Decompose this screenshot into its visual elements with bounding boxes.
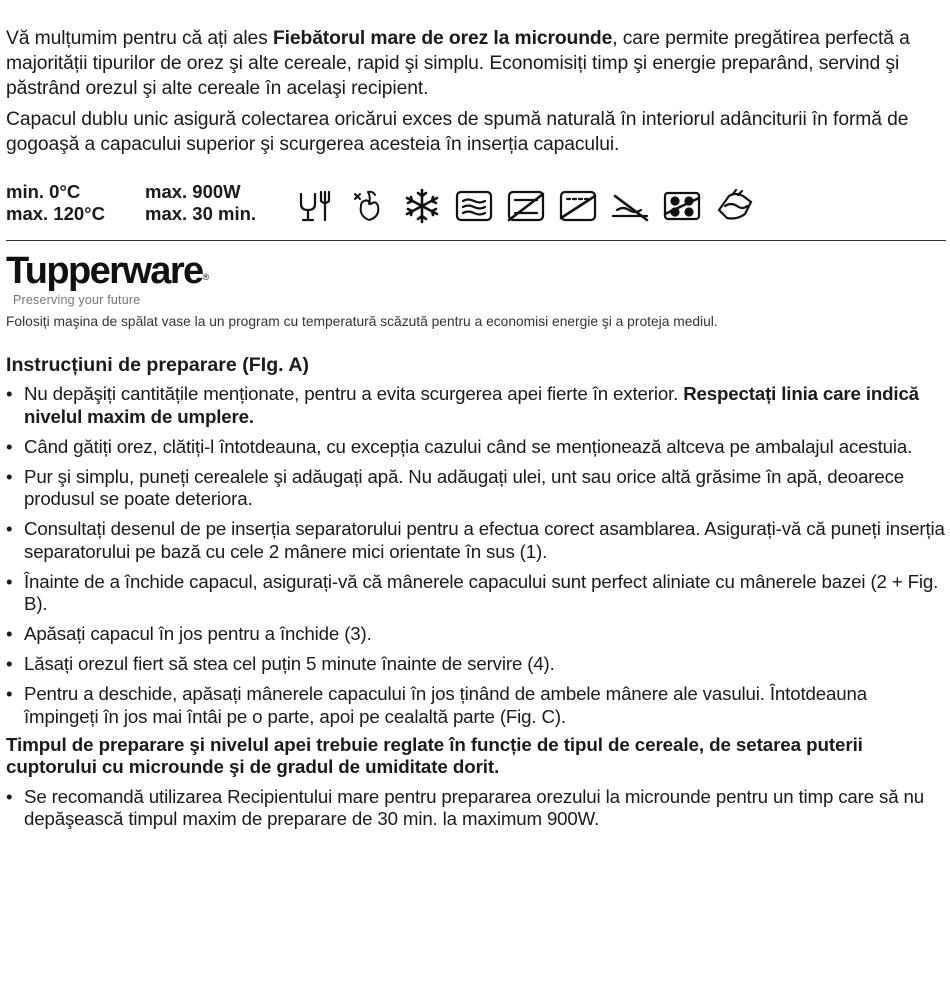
max-time: max. 30 min. bbox=[145, 203, 257, 224]
list-item bbox=[6, 466, 946, 511]
list-item bbox=[6, 571, 946, 616]
max-power: max. 900W bbox=[145, 181, 241, 202]
intro-text-start: Vă mulțumim pentru că ați ales bbox=[6, 28, 273, 49]
list-item bbox=[6, 653, 946, 676]
intro-paragraph-2: Capacul dublu unic asigură colectarea oricărui exces de spumă naturală în interiorul adânciturii în formă de gogoaşă a capacului superior şi scurgerea acesteia în inserția capacului. bbox=[6, 109, 909, 155]
list-item-text: Se recomandă utilizarea Recipientului mare pentru prepararea orezului la microunde pentru un timp care să nu depăşească timpul maxim de preparare de 30 min. la maximum 900W. bbox=[24, 785, 924, 829]
registered-mark: ® bbox=[202, 272, 210, 282]
usage-icons bbox=[296, 186, 756, 226]
microwave-specs bbox=[145, 181, 256, 225]
max-temperature: max. 120°C bbox=[6, 203, 105, 224]
list-item-emphasis: Respectați linia care indică nivelul maxim de umplere. bbox=[24, 383, 919, 427]
list-item-text: Când gătiți orez, clătiți-l întotdeauna, cu excepția cazului când se menționează altceva pe ambalajul acestuia. bbox=[24, 435, 913, 457]
freezer-icon bbox=[400, 187, 444, 225]
temperature-specs bbox=[6, 181, 105, 225]
list-item bbox=[6, 623, 946, 646]
preparation-note: Timpul de preparare şi nivelul apei trebuie reglate în funcție de tipul de cereale, de setarea puterii cuptorului cu microunde şi de gradul de umiditate dorit. bbox=[6, 733, 863, 777]
list-item bbox=[6, 518, 946, 563]
recommendation-list bbox=[6, 786, 946, 831]
eco-note: Folosiți maşina de spălat vase la un program cu temperatură scăzută pentru a economisi energie şi a proteja mediul. bbox=[6, 314, 718, 329]
list-item bbox=[6, 383, 946, 428]
list-item-text: Înainte de a închide capacul, asigurați-vă că mânerele capacului sunt perfect aliniate cu mânerele bazei (2 + Fig. B). bbox=[24, 570, 939, 614]
no-hob-icon bbox=[660, 187, 704, 225]
list-item bbox=[6, 436, 946, 459]
divider-line bbox=[6, 240, 946, 241]
intro-paragraph-1 bbox=[6, 26, 946, 101]
specs-row bbox=[6, 181, 946, 231]
product-name: Fiebătorul mare de orez la microunde bbox=[272, 28, 613, 49]
instructions-title: Instrucțiuni de preparare (FIg. A) bbox=[6, 354, 310, 376]
instructions-list bbox=[6, 383, 946, 728]
intro-text bbox=[6, 26, 946, 157]
list-item-text: Consultați desenul de pe inserția separatorului pentru a efectua corect asamblarea. Asigurați-vă că puneți inserția separatorului pe bază cu cele 2 mânere mici orientate în sus (1). bbox=[24, 518, 945, 562]
list-item-text: Lăsați orezul fiert să stea cel puțin 5 minute înainte de servire (4). bbox=[24, 653, 555, 674]
list-item-text: Nu depăşiți cantitățile menționate, pentru a evita scurgerea apei fierte în exterior. bbox=[24, 383, 684, 404]
no-grill-icon bbox=[556, 187, 600, 225]
list-item-text: Pentru a deschide, apăsați mânerele capacului în jos ținând de ambele mânere ale vasului. Întotdeauna împingeți în jos mai întâi pe o parte, apoi pe cealaltă parte (Fig. C). bbox=[24, 683, 867, 727]
dishwasher-icon bbox=[712, 187, 756, 225]
food-safe-icon bbox=[348, 187, 392, 225]
no-oven-icon bbox=[504, 187, 548, 225]
no-stovetop-icon bbox=[608, 187, 652, 225]
list-item-text: Apăsați capacul în jos pentru a închide (3). bbox=[24, 623, 372, 644]
min-temperature: min. 0°C bbox=[6, 181, 81, 202]
brand-tagline: Preserving your future bbox=[13, 293, 141, 307]
instructions-section bbox=[6, 353, 946, 838]
intro-text-end: , care permite pregătirea perfectă a majorității tipurilor de orez şi alte cereale, rapid şi simplu. Economisiți timp şi energie preparând, servind şi păstrând orezul şi alte cereale în acelaşi recipient. bbox=[6, 28, 910, 99]
logo-wordmark: Tupperware bbox=[6, 250, 203, 292]
list-item bbox=[6, 786, 946, 831]
brand-logo bbox=[6, 251, 209, 291]
microwave-icon bbox=[452, 187, 496, 225]
tableware-icon bbox=[296, 187, 340, 225]
list-item-text: Pur şi simplu, puneți cerealele şi adăugați apă. Nu adăugați ulei, unt sau orice altă grăsime în apă, deoarece produsul se poate deteriora. bbox=[24, 465, 905, 509]
list-item bbox=[6, 683, 946, 728]
